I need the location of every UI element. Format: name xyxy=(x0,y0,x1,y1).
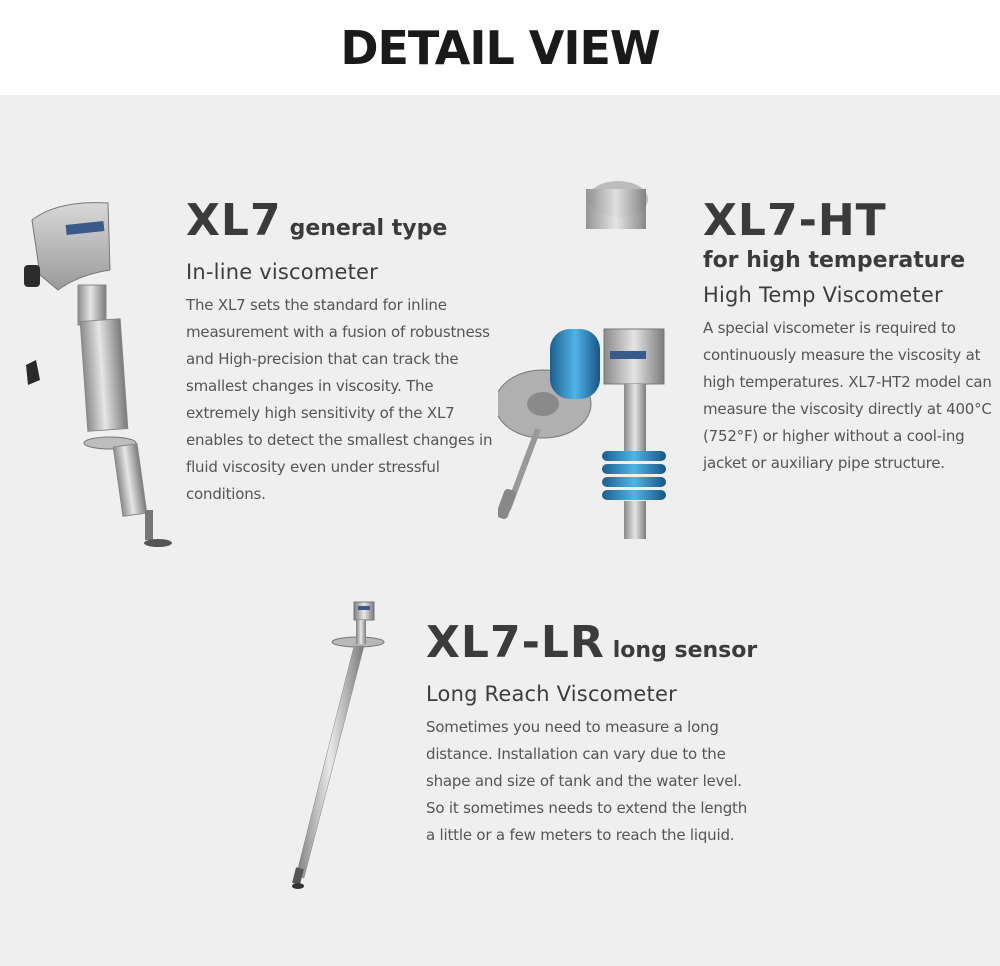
product-xl7-lr xyxy=(426,617,756,849)
xl7-title xyxy=(186,195,496,246)
page-title: DETAIL VIEW xyxy=(340,20,660,75)
xl7-lr-product-image xyxy=(288,598,388,898)
xl7-subtitle: In-line viscometer xyxy=(186,260,379,284)
detail-panel xyxy=(0,95,1000,966)
xl7-lr-subtitle: Long Reach Viscometer xyxy=(426,682,677,706)
xl7-lr-tagline: long sensor xyxy=(612,638,758,663)
xl7-lr-title xyxy=(426,617,756,668)
xl7-ht-product-image xyxy=(498,179,688,539)
xl7-ht-model-name: XL7-HT xyxy=(703,195,887,246)
header xyxy=(0,0,1000,95)
xl7-tagline: general type xyxy=(289,216,448,241)
xl7-lr-description: Sometimes you need to measure a long distance. Installation can vary due to the shape and size of tank and the water level. So it sometimes needs to extend the length a little or a few meters to reach the liquid. xyxy=(426,718,748,844)
xl7-ht-description: A special viscometer is required to continuously measure the viscosity at high temperatures. XL7-HT2 model can measure the viscosity directly at 400°C (752°F) or higher without a cool-ing jacket or auxiliary pipe structure. xyxy=(703,319,992,472)
xl7-lr-model-name: XL7-LR xyxy=(426,617,605,668)
product-xl7-ht xyxy=(703,195,993,477)
xl7-model-name: XL7 xyxy=(186,195,282,246)
xl7-ht-tagline: for high temperature xyxy=(703,248,966,273)
xl7-description: The XL7 sets the standard for inline measurement with a fusion of robustness and High-precision that can track the smallest changes in viscosity. The extremely high sensitivity of the XL7 enables to detect the smallest changes in fluid viscosity even under stressful conditions. xyxy=(186,296,493,503)
xl7-ht-subtitle: High Temp Viscometer xyxy=(703,283,943,307)
product-xl7 xyxy=(186,195,496,508)
xl7-product-image xyxy=(18,195,188,555)
